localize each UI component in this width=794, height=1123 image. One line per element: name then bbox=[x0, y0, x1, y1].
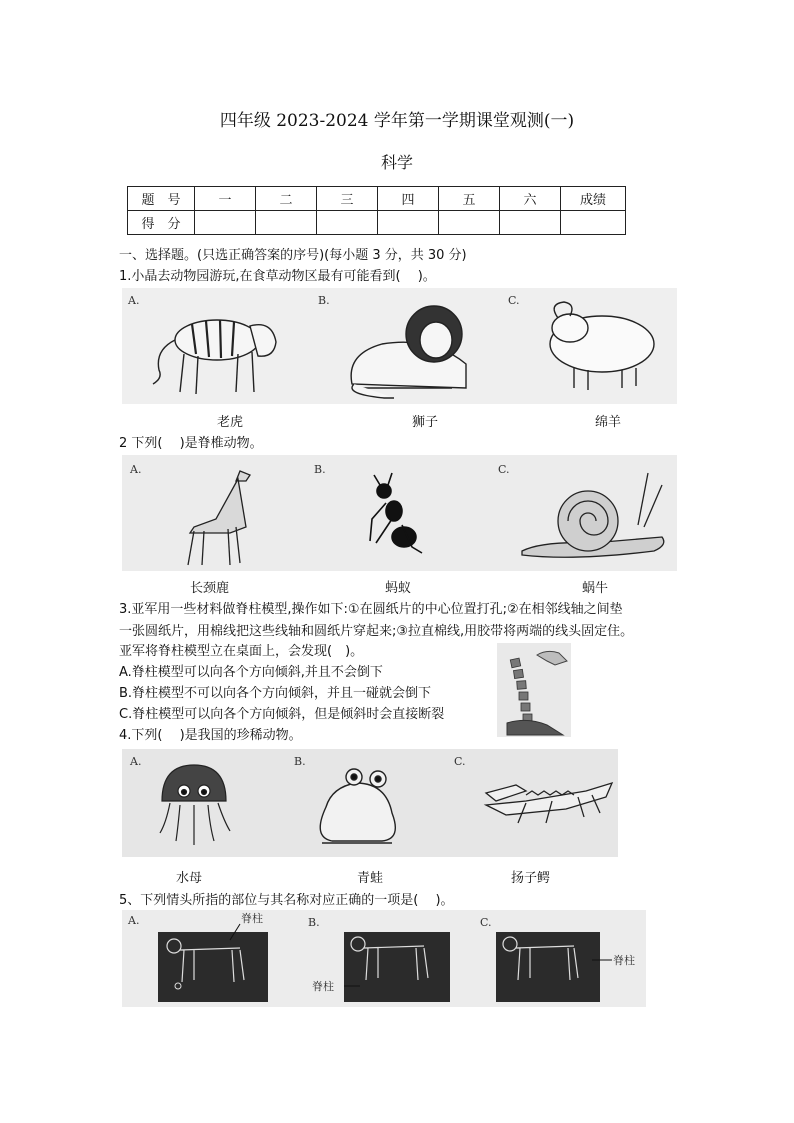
option-letter: C. bbox=[480, 916, 492, 929]
score-input-cell[interactable] bbox=[500, 211, 561, 235]
score-cell: 成绩 bbox=[561, 187, 626, 211]
option-letter: A. bbox=[130, 463, 142, 476]
question-2-text: 2 下列( )是脊椎动物。 bbox=[119, 436, 263, 451]
option-caption: 青蛙 bbox=[357, 871, 384, 886]
page-title: 四年级 2023-2024 学年第一学期课堂观测(一) bbox=[219, 111, 575, 131]
question-1-image-panel bbox=[122, 288, 677, 404]
question-3-option-c: C.脊柱模型可以向各个方向倾斜，但是倾斜时会直接断裂 bbox=[119, 707, 445, 722]
score-table bbox=[127, 186, 626, 235]
spine-model-photo bbox=[497, 643, 571, 737]
question-3-line-3: 亚军将脊柱模型立在桌面上，会发现( )。 bbox=[119, 644, 364, 659]
score-table-score-row bbox=[128, 211, 626, 235]
score-cell: 四 bbox=[378, 187, 439, 211]
score-table-header-row bbox=[128, 187, 626, 211]
question-4-text: 4.下列( )是我国的珍稀动物。 bbox=[119, 728, 302, 743]
option-caption: 狮子 bbox=[412, 415, 439, 430]
option-letter: A. bbox=[128, 294, 140, 307]
question-5-image-panel bbox=[122, 910, 646, 1007]
score-cell: 三 bbox=[317, 187, 378, 211]
question-2-image-panel bbox=[122, 455, 677, 571]
option-caption: 水母 bbox=[176, 871, 203, 886]
score-input-cell[interactable] bbox=[439, 211, 500, 235]
score-input-cell[interactable] bbox=[195, 211, 256, 235]
score-input-cell[interactable] bbox=[317, 211, 378, 235]
option-letter: C. bbox=[498, 463, 510, 476]
subject-title: 科学 bbox=[380, 153, 413, 172]
section-heading: 一、选择题。(只选正确答案的序号)(每小题 3 分，共 30 分) bbox=[119, 248, 467, 263]
option-letter: A. bbox=[128, 914, 140, 927]
option-letter: C. bbox=[508, 294, 520, 307]
option-letter: B. bbox=[308, 916, 320, 929]
skeleton-photo-b bbox=[344, 932, 450, 1002]
option-caption: 蚂蚁 bbox=[385, 581, 412, 596]
score-cell: 一 bbox=[195, 187, 256, 211]
spine-label: 脊柱 bbox=[312, 980, 334, 993]
skeleton-photo-c bbox=[496, 932, 600, 1002]
score-input-cell[interactable] bbox=[256, 211, 317, 235]
score-cell: 得 分 bbox=[128, 211, 195, 235]
score-input-cell[interactable] bbox=[561, 211, 626, 235]
option-letter: C. bbox=[454, 755, 466, 768]
score-cell: 五 bbox=[439, 187, 500, 211]
question-4-image-panel bbox=[122, 749, 618, 857]
skeleton-photo-a bbox=[158, 932, 268, 1002]
question-3-option-b: B.脊柱模型不可以向各个方向倾斜，并且一碰就会倒下 bbox=[119, 686, 432, 701]
option-caption: 蜗牛 bbox=[582, 581, 609, 596]
option-caption: 绵羊 bbox=[595, 415, 622, 430]
spine-label: 脊柱 bbox=[241, 912, 263, 925]
option-caption: 老虎 bbox=[217, 415, 244, 430]
option-letter: B. bbox=[314, 463, 326, 476]
score-cell: 二 bbox=[256, 187, 317, 211]
question-1-text: 1.小晶去动物园游玩,在食草动物区最有可能看到( )。 bbox=[119, 269, 436, 284]
score-cell: 题 号 bbox=[128, 187, 195, 211]
option-letter: B. bbox=[318, 294, 330, 307]
option-caption: 长颈鹿 bbox=[190, 581, 230, 596]
spine-label: 脊柱 bbox=[613, 954, 635, 967]
question-3-line-2: 一张圆纸片，用棉线把这些线轴和圆纸片穿起来;③拉直棉线,用胶带将两端的线头固定住。 bbox=[119, 624, 634, 639]
question-3-line-1: 3.亚军用一些材料做脊柱模型,操作如下:①在圆纸片的中心位置打孔;②在相邻线轴之间垫 bbox=[119, 602, 623, 617]
option-letter: A. bbox=[130, 755, 142, 768]
score-input-cell[interactable] bbox=[378, 211, 439, 235]
question-5-text: 5、下列情头所指的部位与其名称对应正确的一项是( )。 bbox=[119, 893, 454, 908]
score-cell: 六 bbox=[500, 187, 561, 211]
option-letter: B. bbox=[294, 755, 306, 768]
question-3-option-a: A.脊柱模型可以向各个方向倾斜,并且不会倒下 bbox=[119, 665, 383, 680]
option-caption: 扬子鳄 bbox=[511, 871, 551, 886]
